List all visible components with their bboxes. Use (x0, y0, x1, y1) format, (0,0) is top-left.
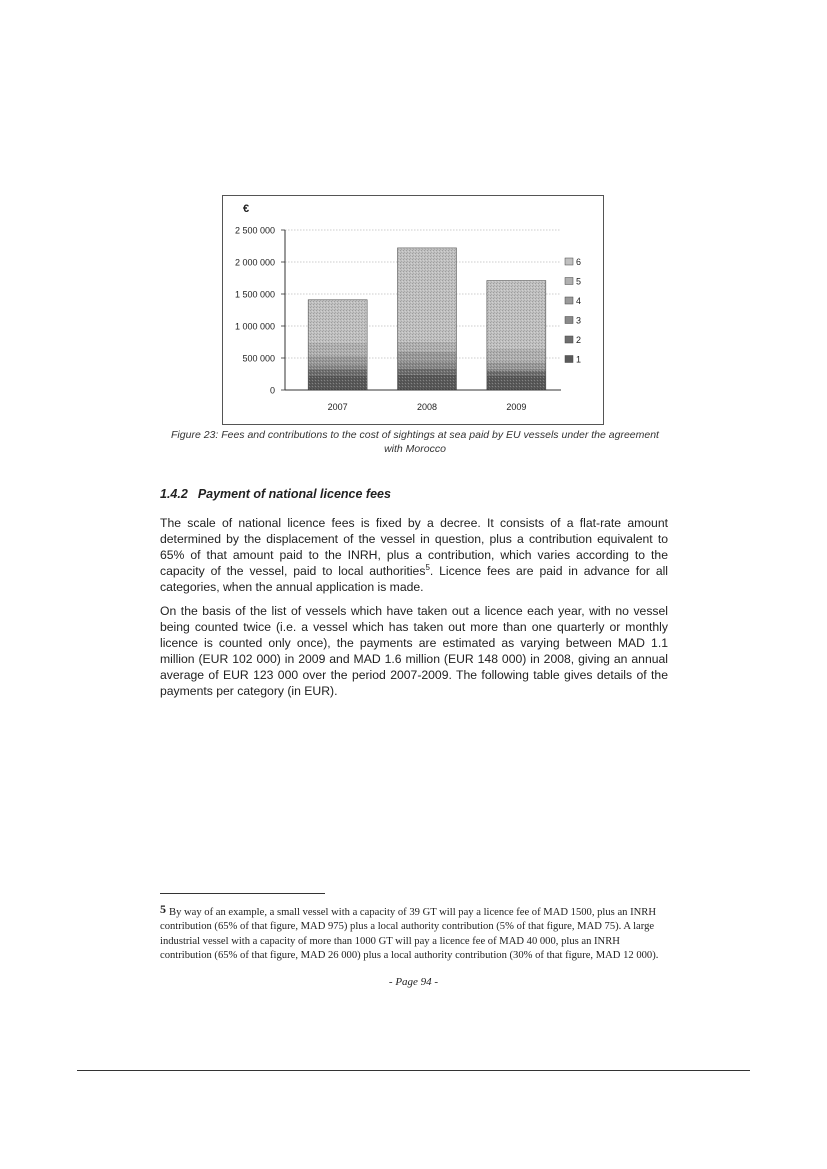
paragraph-payments: On the basis of the list of vessels which have taken out a licence each year, with no vessel being counted twice (i.e. a vessel which has taken out more than one quarterly or monthly licence is counted only once), the payments are estimated as varying between MAD 1.1 million (EUR 102 000) in 2009 and MAD 1.6 million (EUR 148 000) in 2008, giving an annual average of EUR 123 000 over the period 2007-2009. The following table gives details of the payments per category (in EUR). (160, 604, 668, 699)
bar-segment-texture (308, 300, 367, 343)
bar-segment-texture (487, 375, 546, 390)
bar-segment-texture (308, 375, 367, 390)
legend-swatch (565, 336, 573, 343)
footnote-separator (160, 893, 325, 894)
legend-swatch (565, 297, 573, 304)
legend-label: 5 (576, 276, 582, 287)
figure-caption: Figure 23: Fees and contributions to the cost of sightings at sea paid by EU vessels under the agreement with Morocco (171, 429, 659, 455)
section-number: 1.4.2 (160, 487, 188, 501)
footnote-mark: 5 (160, 902, 166, 916)
legend-swatch (565, 278, 573, 285)
x-tick-label: 2009 (506, 402, 527, 412)
bar-segment-texture (308, 370, 367, 376)
bar-segment-texture (398, 352, 457, 362)
paragraph-1-continued: . Licence fees are paid in advance for all categories, when the annual application is made. (160, 564, 669, 595)
legend-label: 4 (576, 296, 582, 306)
bar-segment-texture (308, 343, 367, 356)
bar-segment-texture (487, 349, 546, 362)
paragraph-1-text: The scale of national licence fees is fixed by a decree. It consists of a flat-rate amount determined by the displacement of the vessel in question, plus a contribution equivalent to 65% of that amount paid to the INRH, plus a contribution, which varies according to the capacity of the vessel, paid to local authorities (160, 516, 668, 579)
paragraph-licence-scale (160, 515, 668, 595)
y-tick-label: 1 500 000 (234, 289, 275, 300)
legend-label: 1 (576, 354, 582, 365)
bar-segment-texture (398, 342, 457, 352)
bar-segment-texture (487, 371, 546, 375)
y-tick-label: 2 500 000 (234, 225, 275, 236)
x-tick-label: 2008 (416, 402, 438, 412)
legend-label: 6 (576, 257, 582, 267)
bar-segment-texture (308, 356, 367, 364)
y-tick-label: 2 000 000 (234, 257, 275, 268)
y-unit-label: € (243, 203, 250, 215)
bar-segment-texture (398, 375, 457, 390)
bar-segment-texture (308, 364, 367, 369)
bar-segment-texture (487, 281, 546, 349)
bar-segment-texture (487, 368, 546, 371)
bar-segment-texture (398, 361, 457, 368)
y-tick-label: 1 000 000 (234, 321, 275, 332)
footnote-reference[interactable]: 5 (425, 563, 430, 573)
x-tick-label: 2007 (327, 402, 348, 412)
bar-segment-texture (398, 248, 457, 342)
legend-swatch (565, 258, 573, 265)
y-tick-label: 0 (269, 385, 275, 396)
footnote (160, 902, 670, 963)
bar-segment-texture (398, 368, 457, 374)
bar-segment-texture (487, 362, 546, 368)
section-title: Payment of national licence fees (197, 487, 391, 501)
y-tick-label: 500 000 (242, 353, 275, 364)
fees-chart (222, 195, 604, 425)
legend-label: 3 (576, 315, 582, 326)
legend-label: 2 (576, 335, 582, 345)
legend-swatch (565, 317, 573, 324)
bottom-rule (77, 1070, 750, 1071)
page-number: - Page 94 - (388, 976, 439, 988)
legend-swatch (565, 356, 573, 363)
section-heading (160, 487, 660, 501)
footnote-text: By way of an example, a small vessel with a capacity of 39 GT will pay a licence fee of MAD 1500, plus an INRH contribution (65% of that figure, MAD 975) plus a local authority contribution (5% of that figure, MAD 75). A large industrial vessel with a capacity of more than 1000 GT will pay a licence fee of MAD 40 000, plus an INRH contribution (65% of that figure, MAD 26 000) plus a local authority contribution (30% of that figure, MAD 12 000). (160, 907, 659, 961)
fees-chart-svg (223, 196, 603, 424)
